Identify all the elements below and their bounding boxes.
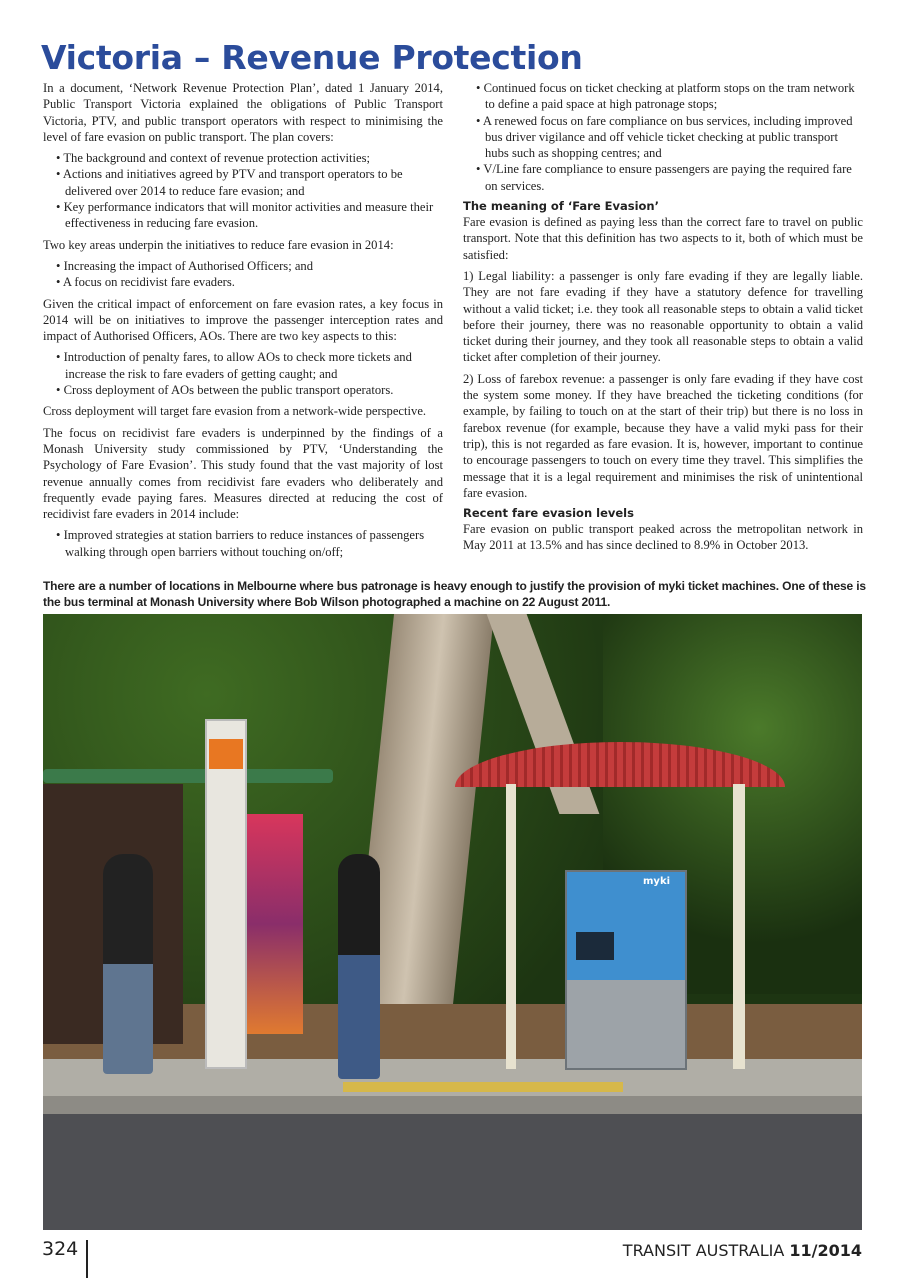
list-item: • A focus on recidivist fare evaders. bbox=[43, 274, 443, 290]
left-column bbox=[43, 80, 443, 565]
paragraph: 2) Loss of farebox revenue: a passenger is only fare evading if they have cost the system some money. If they have breached the ticketing conditions (for example, by failing to touch on at the start of their trip) but there is no loss in farebox revenue (for example, because they have a valid myki pass for their trip), this is not regarded as fare evasion. It is, however, important to continue to encourage passengers to touch on every time they travel. This simplifies the message that it is a legal requirement and minimises the risk of unintentional fare evasion. bbox=[463, 371, 863, 500]
paragraph: Cross deployment will target fare evasion from a network-wide perspective. bbox=[43, 404, 427, 419]
list-item: • Cross deployment of AOs between the public transport operators. bbox=[43, 382, 443, 398]
list-item: • Increasing the impact of Authorised Officers; and bbox=[43, 258, 443, 274]
list-item: • The background and context of revenue protection activities; bbox=[43, 150, 443, 166]
canopy-post bbox=[506, 784, 516, 1069]
paragraph: Fare evasion is defined as paying less than the correct fare to travel on public transport. Note that this definition has two aspects to it, both of which must be satisfied: bbox=[463, 215, 863, 262]
pylon-header bbox=[209, 739, 243, 769]
info-pylon bbox=[205, 719, 247, 1069]
list-item: • Continued focus on ticket checking at platform stops on the tram network to define a paid space at high patronage stops; bbox=[463, 80, 863, 113]
bullet-list bbox=[463, 80, 863, 194]
myki-ticket-machine bbox=[565, 870, 687, 1070]
paragraph: Given the critical impact of enforcement on fare evasion rates, a key focus in 2014 will be on initiatives to improve the passenger interception rates and impact of Authorised Officers, AOs. There are two key aspects to this: bbox=[43, 296, 443, 344]
section-heading: Recent fare evasion levels bbox=[463, 506, 634, 521]
list-item: • Introduction of penalty fares, to allow AOs to check more tickets and increase the risk to fare evaders of getting caught; and bbox=[43, 349, 443, 382]
person bbox=[103, 854, 153, 1074]
myki-logo: myki bbox=[643, 876, 671, 887]
page-title: Victoria – Revenue Protection bbox=[41, 38, 583, 77]
bullet-list bbox=[43, 349, 443, 398]
list-item: • Improved strategies at station barriers to reduce instances of passengers walking through open barriers without touching on/off; bbox=[43, 527, 443, 560]
road bbox=[43, 1114, 862, 1230]
paragraph: Two key areas underpin the initiatives to reduce fare evasion in 2014: bbox=[43, 237, 394, 252]
list-item: • Key performance indicators that will monitor activities and measure their effectiveness in reducing fare evasion. bbox=[43, 199, 443, 232]
right-column bbox=[463, 80, 863, 559]
footer-divider bbox=[86, 1240, 88, 1278]
paragraph: The focus on recidivist fare evaders is underpinned by the findings of a Monash University study commissioned by PTV, ‘Understanding the Psychology of Fare Evasion’. This study found that the vast majority of lost revenue annually comes from recidivist fare evaders who deliberately and frequently evade paying fares. Measures directed at reducing the cost of recidivist fare evaders in 2014 include: bbox=[43, 425, 443, 522]
photo-caption: There are a number of locations in Melbourne where bus patronage is heavy enough to justify the provision of myki ticket machines. One of these is the bus terminal at Monash University where Bob Wilson photographed a machine on 22 August 2011. bbox=[43, 579, 866, 609]
magazine-name: TRANSIT AUSTRALIA bbox=[622, 1241, 785, 1260]
paragraph: In a document, ‘Network Revenue Protection Plan’, dated 1 January 2014, Public Transport Victoria explained the obligations of Public Transport Victoria, PTV, and public transport operators with respect to minimising the level of fare evasion on public transport. The plan covers: bbox=[43, 81, 443, 144]
paragraph: Fare evasion on public transport peaked across the metropolitan network in May 2011 at 13.5% and has since declined to 8.9% in October 2013. bbox=[463, 522, 863, 553]
magazine-footer bbox=[623, 1241, 862, 1260]
machine-screen bbox=[576, 932, 614, 960]
list-item: • V/Line fare compliance to ensure passengers are paying the required fare on services. bbox=[463, 161, 863, 194]
issue-number: 11/2014 bbox=[789, 1241, 862, 1260]
page-number: 324 bbox=[42, 1238, 79, 1260]
advert-panel bbox=[243, 814, 303, 1034]
bus-shelter-left bbox=[43, 769, 333, 783]
bullet-list bbox=[43, 527, 443, 560]
paragraph: 1) Legal liability: a passenger is only fare evading if they are legally liable. They are not fare evading if they have a statutory defence for travelling without a valid ticket; i.e. they took all reasonable steps to obtain a valid ticket before their journey, there was no reasonable opportunity to obtain a valid ticket during their journey, and they took all reasonable steps to obtain a valid ticket after completion of their journey. bbox=[463, 268, 863, 365]
canopy-post bbox=[733, 784, 745, 1069]
list-item: • Actions and initiatives agreed by PTV and transport operators to be delivered over 2014 to reduce fare evasion; and bbox=[43, 166, 443, 199]
bullet-list bbox=[43, 258, 443, 291]
tactile-strip bbox=[343, 1082, 623, 1092]
person bbox=[338, 854, 380, 1079]
kerb bbox=[43, 1096, 862, 1114]
photo-bus-terminal bbox=[43, 614, 862, 1230]
list-item: • A renewed focus on fare compliance on bus services, including improved bus driver vigilance and off vehicle ticket checking at public transport hubs such as shopping centres; and bbox=[463, 113, 863, 162]
section-heading: The meaning of ‘Fare Evasion’ bbox=[463, 199, 659, 214]
bullet-list bbox=[43, 150, 443, 231]
